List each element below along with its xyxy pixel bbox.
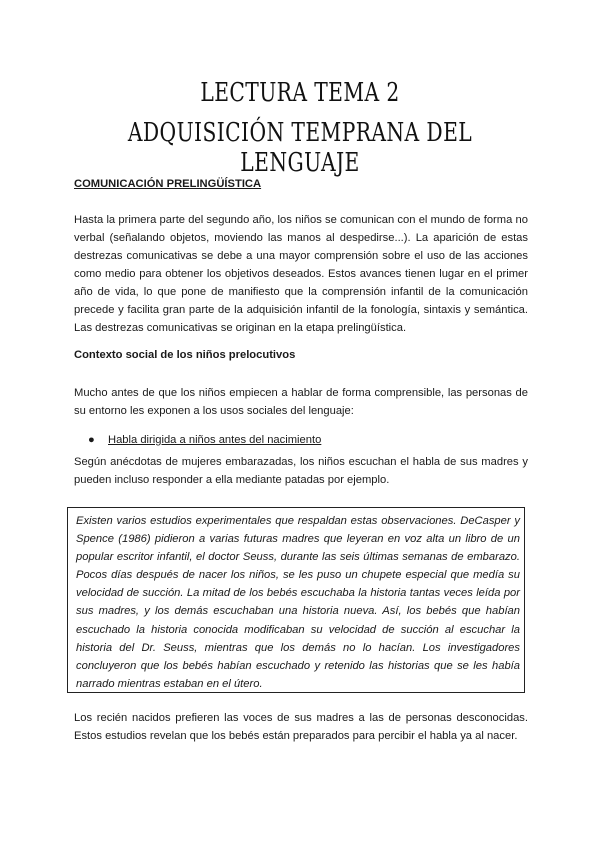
paragraph-anecdotes: Según anécdotas de mujeres embarazadas, los niños escuchan el habla de sus madres y pueden incluso responder a ella mediante patadas por ejemplo. (74, 456, 528, 486)
subsection-heading: Contexto social de los niños prelocutivos (74, 349, 296, 361)
page-title-line-2: ADQUISICIÓN TEMPRANA DEL LENGUAJE (127, 118, 473, 178)
study-box-text: Existen varios estudios experimentales que respaldan estas observaciones. DeCasper y Spence (1986) pidieron a varias futuras madres que leyeran en voz alta un libro de un popular escritor infantil, el doctor Seuss, durante las seis últimas semanas de embarazo. Pocos días después de nacer los niños, se les puso un chupete especial que medía su velocidad de succión. La mitad de los bebés escuchaba la historia tantas veces leída por sus madres, y los demás escuchaban una historia nueva. Así, los bebés que habían escuchado la historia conocida modificaban su velocidad de succión al escuchar la historia del Dr. Seuss, mientras que los demás no lo hacían. Los investigadores concluyeron que los bebés habían escuchado y retenido las historias que se les había narrado mientras estaban en el útero. (76, 515, 520, 690)
section-heading: COMUNICACIÓN PRELINGÜÍSTICA (74, 178, 262, 190)
paragraph-conclusion: Los recién nacidos prefieren las voces de sus madres a las de personas desconocidas. Estos estudios revelan que los bebés están preparados para percibir el habla ya al nacer. (74, 712, 528, 742)
bullet-text: Habla dirigida a niños antes del nacimiento (108, 434, 322, 446)
bullet-item (88, 434, 321, 446)
bullet-dot-icon: ● (88, 434, 95, 446)
page-title-line-1: LECTURA TEMA 2 (200, 78, 400, 108)
paragraph-context: Mucho antes de que los niños empiecen a hablar de forma comprensible, las personas de su entorno les exponen a los usos sociales del lenguaje: (74, 387, 528, 417)
paragraph-intro: Hasta la primera parte del segundo año, los niños se comunican con el mundo de forma no verbal (señalando objetos, moviendo las manos al despedirse...). La aparición de estas destrezas comunicativas se debe a una mayor comprensión sobre el uso de las acciones como medio para obtener los objetivos deseados. Estos avances tienen lugar en el primer año de vida, lo que pone de manifiesto que la comprensión infantil de la comunicación precede y facilita gran parte de la adquisición infantil de la fonología, sintaxis y semántica. Las destrezas comunicativas se originan en la etapa prelingüística. (74, 214, 528, 334)
